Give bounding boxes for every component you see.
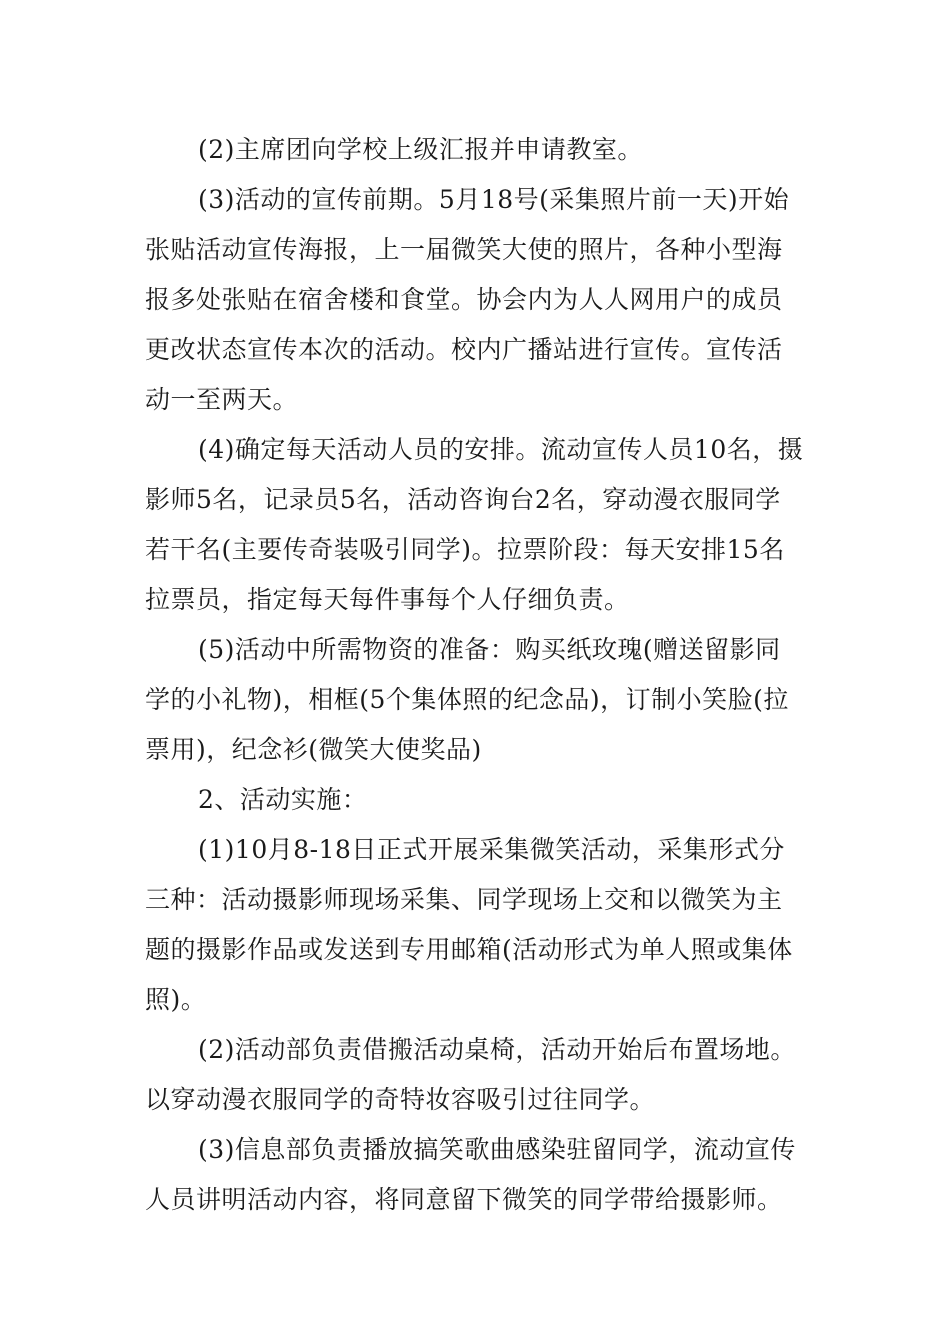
paragraph-line: 影师5名，记录员5名，活动咨询台2名，穿动漫衣服同学 bbox=[145, 485, 781, 514]
paragraph-line: (3)信息部负责播放搞笑歌曲感染驻留同学，流动宣传 bbox=[198, 1135, 796, 1164]
paragraph-line: 更改状态宣传本次的活动。校内广播站进行宣传。宣传活 bbox=[145, 335, 783, 364]
paragraph-line: (4)确定每天活动人员的安排。流动宣传人员10名，摄 bbox=[198, 435, 804, 464]
paragraph-line: (2)主席团向学校上级汇报并申请教室。 bbox=[198, 135, 643, 164]
paragraph-line: 拉票员，指定每天每件事每个人仔细负责。 bbox=[145, 585, 630, 614]
paragraph-line: 动一至两天。 bbox=[145, 385, 299, 414]
paragraph-line: 三种：活动摄影师现场采集、同学现场上交和以微笑为主 bbox=[145, 885, 783, 914]
section-heading: 2、活动实施： bbox=[198, 785, 368, 814]
paragraph-line: 人员讲明活动内容，将同意留下微笑的同学带给摄影师。 bbox=[145, 1185, 783, 1214]
paragraph-line: 票用)，纪念衫(微笑大使奖品) bbox=[145, 735, 482, 764]
paragraph-line: (5)活动中所需物资的准备：购买纸玫瑰(赠送留影同 bbox=[198, 635, 781, 664]
paragraph-line: 学的小礼物)，相框(5个集体照的纪念品)，订制小笑脸(拉 bbox=[145, 685, 789, 714]
paragraph-line: 若干名(主要传奇装吸引同学)。拉票阶段：每天安排15名 bbox=[145, 535, 785, 564]
paragraph-line: 报多处张贴在宿舍楼和食堂。协会内为人人网用户的成员 bbox=[145, 285, 783, 314]
paragraph-line: (2)活动部负责借搬活动桌椅，活动开始后布置场地。 bbox=[198, 1035, 796, 1064]
paragraph-line: (1)10月8-18日正式开展采集微笑活动，采集形式分 bbox=[198, 835, 785, 864]
paragraph-line: 照)。 bbox=[145, 985, 207, 1014]
paragraph-line: 张贴活动宣传海报，上一届微笑大使的照片，各种小型海 bbox=[145, 235, 783, 264]
paragraph-line: 题的摄影作品或发送到专用邮箱(活动形式为单人照或集体 bbox=[145, 935, 793, 964]
paragraph-line: 以穿动漫衣服同学的奇特妆容吸引过往同学。 bbox=[145, 1085, 656, 1114]
paragraph-line: (3)活动的宣传前期。5月18号(采集照片前一天)开始 bbox=[198, 185, 790, 214]
